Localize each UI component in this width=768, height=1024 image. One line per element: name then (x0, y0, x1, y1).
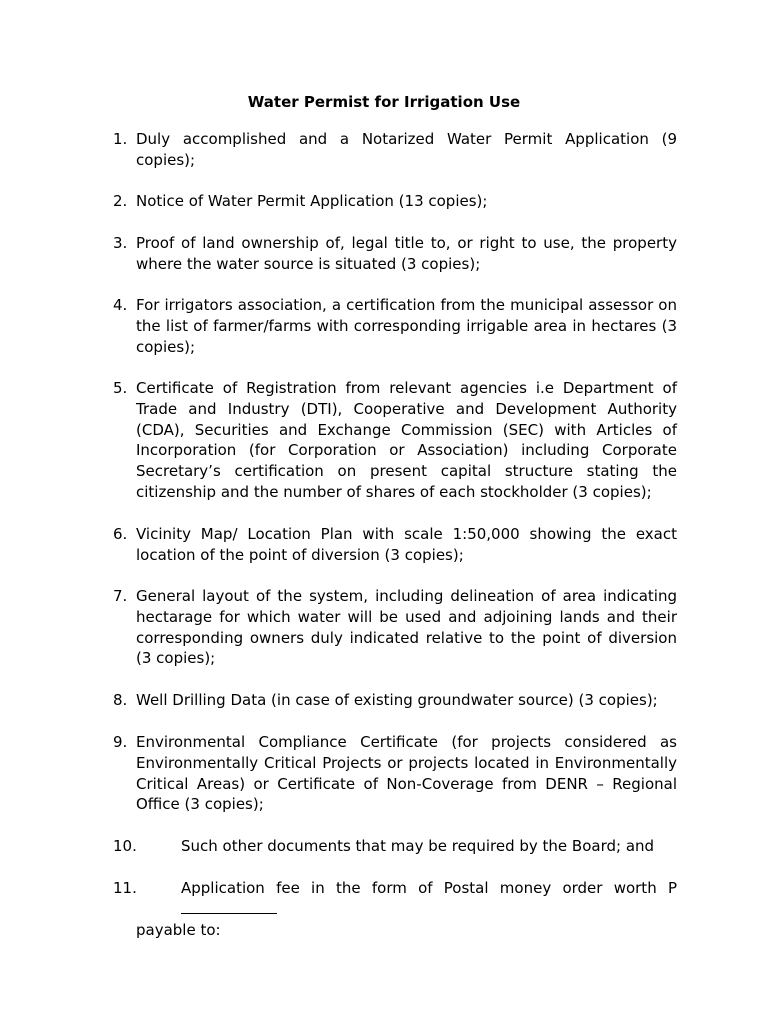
item-number: 4. (113, 296, 128, 314)
document-title: Water Permist for Irrigation Use (247, 93, 521, 111)
item-text: Environmental Compliance Certificate (for projects considered as Environmentally Critical Projects or projects located in Environmentally Critical Areas) or Certificate of Non-Coverage from DENR – Regional Office (3 copies); (136, 733, 677, 814)
item-text: Proof of land ownership of, legal title to, or right to use, the property where the water source is situated (3 copies); (136, 234, 677, 273)
list-item (113, 129, 677, 171)
item-text-line: Such other documents that may be required by the Board; and (181, 837, 655, 855)
item-number: 7. (113, 587, 128, 605)
item-text-before-field: Application fee in the form of Postal money order worth P (181, 879, 677, 897)
item-text: General layout of the system, including delineation of area indicating hectarage for which water will be used and adjoining lands and their corresponding owners duly indicated relative to the point of diversion (3 copies); (136, 587, 677, 668)
item-number: 11. (113, 879, 137, 897)
list-item (113, 690, 677, 711)
list-item (113, 586, 677, 669)
item-number: 10. (113, 837, 137, 855)
item-text: Well Drilling Data (in case of existing groundwater source) (3 copies); (136, 691, 658, 709)
list-item (113, 233, 677, 275)
item-number: 5. (113, 379, 128, 397)
item-text: Vicinity Map/ Location Plan with scale 1:50,000 showing the exact location of the point of diversion (3 copies); (136, 525, 677, 564)
item-number: 1. (113, 130, 128, 148)
item-text-after-field: payable to: (136, 920, 221, 939)
item-text (136, 878, 677, 940)
item-number: 9. (113, 733, 128, 751)
item-text: Certificate of Registration from relevant agencies i.e Department of Trade and Industry (DTI), Cooperative and Development Authority (CDA), Securities and Exchange Commission (SEC) with Articles of Incorporation (for Corporation or Association) including Corporate Secretary’s certification on present capital structure stating the citizenship and the number of shares of each stockholder (3 copies); (136, 379, 677, 501)
list-item (113, 378, 677, 503)
list-item (113, 878, 677, 940)
list-item (113, 836, 677, 857)
item-text: Duly accomplished and a Notarized Water Permit Application (9 copies); (136, 130, 677, 169)
item-number: 8. (113, 691, 128, 709)
item-number: 2. (113, 192, 128, 210)
item-text: Notice of Water Permit Application (13 copies); (136, 192, 488, 210)
list-item (113, 295, 677, 357)
item-number: 3. (113, 234, 128, 252)
list-item (113, 191, 677, 212)
item-text: For irrigators association, a certification from the municipal assessor on the list of farmer/farms with corresponding irrigable area in hectares (3 copies); (136, 296, 677, 356)
item-text-line (136, 878, 677, 920)
amount-blank-line (181, 899, 277, 914)
list-item (113, 524, 677, 566)
item-number: 6. (113, 525, 128, 543)
list-item (113, 732, 677, 815)
item-text (136, 836, 677, 857)
